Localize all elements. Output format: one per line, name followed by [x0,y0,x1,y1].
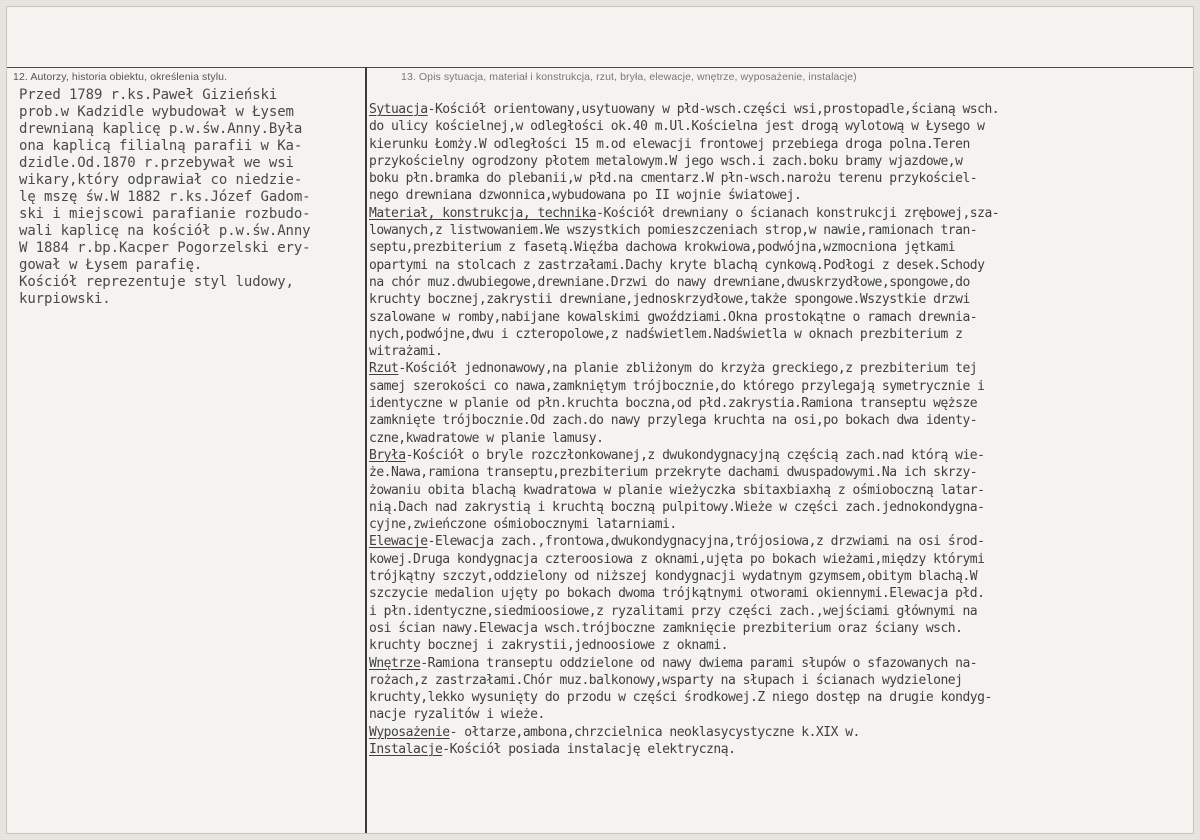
line-text: szalowane w romby,nabijane kowalskimi gwoździami.Okna prostokątne o ramach drewnia- [369,309,978,325]
description-line [369,672,1193,689]
line-text: -Kościół o bryle rozczłonkowanej,z dwukondygnacyjną częścią zach.nad którą wie- [405,447,985,463]
description-line [369,516,1193,533]
description-line [369,205,1193,222]
line-text: na chór muz.dwubiegowe,drewniane.Drzwi do nawy drewniane,dwuskrzydłowe,spongowe,do [369,274,970,290]
description-line [369,343,1193,360]
description-line [369,620,1193,637]
description-line [369,533,1193,550]
line-text: -Kościół drewniany o ścianach konstrukcji zrębowej,sza- [596,205,1000,221]
line-text: opartymi na stolcach z zastrzałami.Dachy kryte blachą cynkową.Podłogi z desek.Schody [369,257,985,273]
document-card [6,6,1194,834]
description-line [369,309,1193,326]
line-text: kruchty bocznej i zakrystii,jednoosiowe z oknami. [369,638,729,654]
line-text: żowaniu obita blachą kwadratowa w planie wieżyczka sbitaxbiaxhą z ośmioboczną latar- [369,482,985,498]
line-text: nią.Dach nad zakrystią i kruchtą boczną pulpitowy.Wieże w części zach.jednokondygna- [369,499,985,515]
line-text: i płn.identyczne,siedmioosiowe,z ryzalitami przy części zach.,wejściami głównymi na [369,603,978,619]
section-heading: Bryła [369,447,406,463]
description-line [369,585,1193,602]
description-line [369,482,1193,499]
description-line [369,724,1193,741]
line-text: nacje ryzalitów i wieże. [369,707,545,723]
line-text: kowej.Druga kondygnacja czteroosiowa z oknami,ujęta po bokach wieżami,między którymi [369,551,985,567]
section-heading: Wyposażenie [369,724,450,740]
line-text: że.Nawa,ramiona transeptu,prezbiterium przekryte dachami dwuspadowymi.Na ich skrzy- [369,465,978,481]
line-text: witrażami. [369,344,443,360]
line-text: zamknięte trójbocznie.Od zach.do nawy przylega kruchta na osi,po bokach dwa identy- [369,413,978,429]
description-line [369,291,1193,308]
history-text: Przed 1789 r.ks.Paweł Gizieński prob.w Kadzidle wybudował w Łysem drewnianą kaplicę p.w.św.Anny.Była ona kaplicą filialną parafii w Ka- dzidle.Od.1870 r.przebywał we wsi wikary,który odprawiał co niedzie- lę mszę św.W 1882 r.ks.Józef Gadom- ski i miejscowi parafianie rozbudo- wali kaplicę na kościół p.w.św.Anny W 1884 r.bp.Kacper Pogorzelski ery- gował w Łysem parafię. Kościół reprezentuje styl ludowy, kurpiowski. [19,87,311,307]
left-column-header: 12. Autorzy, historia obiektu, określenia stylu. [13,71,228,83]
description-line [369,655,1193,672]
description-line [369,153,1193,170]
description-line [369,136,1193,153]
description-line [369,378,1193,395]
description-line [369,499,1193,516]
line-text: septu,prezbiterium z fasetą.Więźba dachowa krokwiowa,podwójna,wzmocniona jętkami [369,240,956,256]
right-column-header: 13. Opis sytuacja, materiał i konstrukcja, rzut, bryła, elewacje, wnętrze, wyposażenie, instalacje) [401,71,857,83]
description-line [369,118,1193,135]
section-heading: Wnętrze [369,655,421,671]
line-text: - ołtarze,ambona,chrzcielnica neoklasycystyczne k.XIX w. [449,724,860,740]
description-line [369,326,1193,343]
description-line [369,447,1193,464]
description-line [369,741,1193,758]
description-line [369,637,1193,654]
line-text: cyjne,zwieńczone ośmiobocznymi latarniami. [369,517,677,533]
line-text: trójkątny szczyt,oddzielony od niższej kondygnacji wydatnym gzymsem,obitym blachą.W [369,569,978,585]
line-text: do ulicy kościelnej,w odległości ok.40 m.Ul.Kościelna jest drogą wylotową w Łysego w [369,119,985,135]
line-text: czne,kwadratowe w planie lamusy. [369,430,604,446]
line-text: samej szerokości co nawa,zamkniętym trójbocznie,do którego przylegają symetrycznie i [369,378,985,394]
line-text: -Kościół posiada instalację elektryczną. [442,741,736,757]
description-line [369,464,1193,481]
section-heading: Instalacje [369,741,443,757]
description-line [369,568,1193,585]
line-text: identyczne w planie od płn.kruchta boczna,od płd.zakrystia.Ramiona transeptu węższe [369,396,978,412]
line-text: -Kościół jednonawowy,na planie zbliżonym do krzyża greckiego,z prezbiterium tej [398,361,978,377]
description-line [369,274,1193,291]
description-line [369,257,1193,274]
description-line [369,706,1193,723]
line-text: kruchty,lekko wysunięty do przodu w części środkowej.Z niego dostęp na drugie kondyg- [369,690,992,706]
description-line [369,187,1193,204]
column-divider [365,67,367,833]
description-line [369,430,1193,447]
line-text: lowanych,z listwowaniem.We wszystkich pomieszczeniach strop,w nawie,ramionach tran- [369,223,978,239]
line-text: szczycie medalion ujęty po bokach dwoma trójkątnymi otworami okiennymi.Elewacja płd. [369,586,985,602]
description-line [369,395,1193,412]
header-rule [7,67,1193,68]
section-heading: Rzut [369,361,399,377]
description-line [369,551,1193,568]
description-line [369,360,1193,377]
line-text: nych,podwójne,dwu i czteropolowe,z nadświetlem.Nadświetla w oknach prezbiterium z [369,326,963,342]
description-line [369,101,1193,118]
line-text: przykościelny ogrodzony płotem metalowym.W jego wsch.i zach.boku bramy wjazdowe,w [369,153,963,169]
line-text: kruchty bocznej,zakrystii drewniane,jednoskrzydłowe,także spongowe.Wszystkie drzwi [369,292,970,308]
description-line [369,239,1193,256]
line-text: -Ramiona transeptu oddzielone od nawy dwiema parami słupów o sfazowanych na- [420,655,978,671]
description-line [369,222,1193,239]
description-line [369,689,1193,706]
description-line [369,603,1193,620]
line-text: kierunku Łomży.W odległości 15 m.od elewacji frontowej przebiega droga polna.Teren [369,136,970,152]
line-text: -Kościół orientowany,usytuowany w płd-wsch.części wsi,prostopadle,ścianą wsch. [427,102,1000,117]
description-text [369,101,1193,758]
section-heading: Materiał, konstrukcja, technika [369,205,597,221]
description-line [369,412,1193,429]
line-text: boku płn.bramka do plebanii,w płd.na cmentarz.W płn-wsch.narożu terenu przykościel- [369,171,978,187]
line-text: osi ścian nawy.Elewacja wsch.trójboczne zamknięcie prezbiterium oraz ściany wsch. [369,620,963,636]
line-text: rożach,z zastrzałami.Chór muz.balkonowy,wsparty na słupach i ścianach wydzielonej [369,672,963,688]
description-line [369,170,1193,187]
section-heading: Elewacje [369,534,428,550]
line-text: -Elewacja zach.,frontowa,dwukondygnacyjna,trójosiowa,z drzwiami na osi środ- [427,534,985,550]
section-heading: Sytuacja [369,102,428,117]
line-text: nego drewniana dzwonnica,wybudowana po II wojnie światowej. [369,188,802,204]
